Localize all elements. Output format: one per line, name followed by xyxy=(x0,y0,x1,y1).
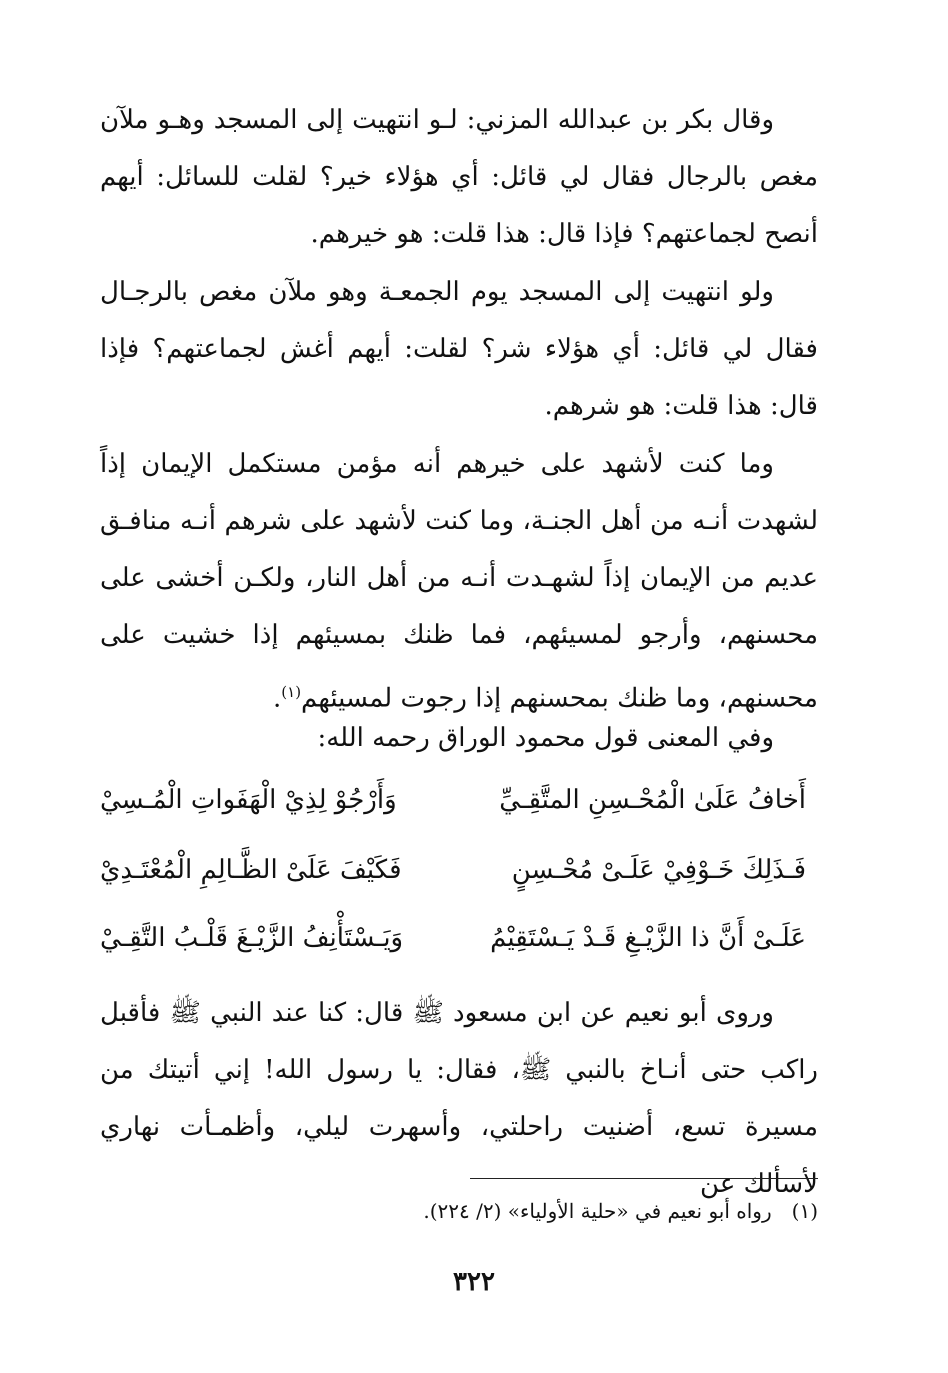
paragraph-with-footnote xyxy=(100,436,818,728)
paragraph-bakr-quote xyxy=(100,92,818,263)
footnote-divider xyxy=(470,1178,818,1179)
verse-first-hemistich: عَلَـىْ أَنَّ ذا الزَّيْـغِ قَـدْ يَـسْتَقِيْمُ xyxy=(490,923,806,953)
paragraph-end-mark: . xyxy=(273,683,282,714)
page-number: ٣٢٢ xyxy=(453,1267,495,1297)
paragraph-text: ولو انتهيت إلى المسجد يوم الجمعـة وهو ملآن مغص بالرجـال فقال لي قائل: أي هؤلاء شر؟ لقلت: أيهم أغش لجماعتهم؟ فإذا قال: هذا قلت: هو شرهم. xyxy=(100,277,818,421)
paragraph-text: وروى أبو نعيم عن ابن مسعود ﷺ قال: كنا عند النبي ﷺ فأقبل راكب حتى أنـاخ بالنبي ﷺ، فقال: يا رسول الله! إني أتيتك من مسيرة تسع، أضنيت راحلتي، وأسهرت ليلي، وأظمـأت نهاري لأسألك عن xyxy=(100,998,818,1199)
verse-first-hemistich: فَـذَلِكَ خَـوْفِيْ عَلَـىْ مُحْـسِنٍ xyxy=(511,855,806,885)
verse-first-hemistich: أَخافُ عَلَىٰ الْمُحْـسِنِ المتَّقِـيِّ xyxy=(499,785,806,815)
footnote-marker: (١) xyxy=(281,683,302,701)
verse-second-hemistich: وَيَـسْتَأْنِفُ الزَّيْـغَ قَلْـبُ التَّقِـيْ xyxy=(100,923,404,953)
footnote xyxy=(100,1196,818,1226)
footnote-text: رواه أبو نعيم في «حلية الأولياء» (٢/ ٢٢٤). xyxy=(423,1199,772,1223)
paragraph-text: وما كنت لأشهد على خيرهم أنه مؤمن مستكمل الإيمان إذاً لشهدت أنـه من أهل الجنـة، وما كنت لأشهد على شرهم أنـه منافـق عديم من الإيمان إذاً لشهـدت أنـه من أهل النار، ولكـن أخشى على محسنهم، وأرجو لمسيئهم، فما ظنك بمسيئهم إذا خشيت على محسنهم، وما ظنك بمحسنهم إذا رجوت لمسيئهم xyxy=(100,449,818,714)
paragraph-poem-intro xyxy=(100,710,818,767)
footnote-number: (١) xyxy=(791,1199,818,1223)
paragraph-text: وفي المعنى قول محمود الوراق رحمه الله: xyxy=(317,723,774,753)
verse-second-hemistich: فَكَيْفَ عَلَىْ الظَّـالِمِ الْمُعْتَـدِيْ xyxy=(100,855,402,885)
poem-verse xyxy=(100,840,818,900)
paragraph-testimony xyxy=(100,436,818,728)
paragraph-text: وقال بكر بن عبدالله المزني: لـو انتهيت إلى المسجد وهـو ملآن مغص بالرجال فقال لي قائل: أي هؤلاء خير؟ لقلت للسائل: أيهم أنصح لجماعتهم؟ فإذا قال: هذا قلت: هو خيرهم. xyxy=(100,105,818,249)
paragraph-friday-quote xyxy=(100,264,818,435)
poem-verse xyxy=(100,908,818,968)
verse-second-hemistich: وَأَرْجُوْ لِذِيْ الْهَفَواتِ الْمُـسِيْ xyxy=(100,785,397,815)
poem-verse xyxy=(100,770,818,830)
